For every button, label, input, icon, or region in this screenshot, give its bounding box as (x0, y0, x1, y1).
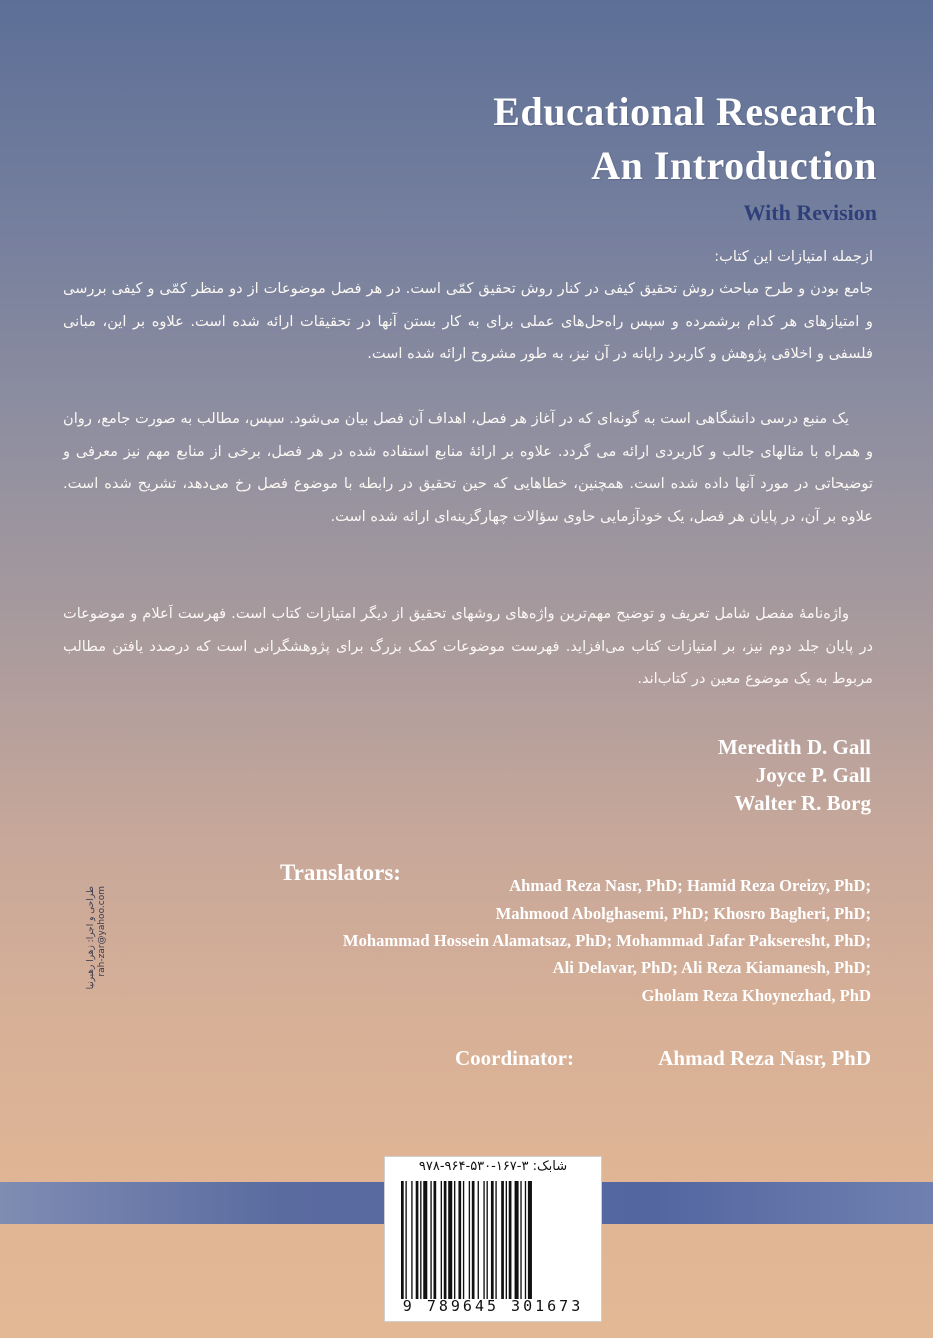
book-title-line1: Educational Research (493, 89, 877, 134)
designer-email: rah-zar@yahoo.com (97, 886, 107, 977)
isbn-barcode-box (384, 1156, 602, 1322)
translator-line: Ahmad Reza Nasr, PhD; Hamid Reza Oreizy, PhD; (509, 876, 871, 895)
designer-credit (86, 886, 126, 1016)
persian-paragraph-3: واژه‌نامهٔ مفصل شامل تعریف و توضیح مهم‌ترین واژه‌های روشهای تحقیق از دیگر امتیازات کتاب است. فهرست اَعلام و موضوعات در پایان جلد دوم نیز، بر امتیازات کتاب می‌افزاید. فهرست موضوعات کمک بزرگ برای پژوهشگرانی است که درصدد یافتن مطالب مربوط به یک موضوع معین در کتاب‌اند. (63, 605, 873, 687)
translator-line: Mohammad Hossein Alamatsaz, PhD; Mohammad Jafar Pakseresht, PhD; (342, 931, 871, 950)
translators-label: Translators: (280, 860, 401, 885)
translator-line: Mahmood Abolghasemi, PhD; Khosro Bagheri, PhD; (495, 904, 871, 923)
book-title-line2: An Introduction (591, 143, 877, 188)
persian-paragraph-2: یک منبع درسی دانشگاهی است به گونه‌ای که در آغاز هر فصل، اهداف آن فصل بیان می‌شود. سپس، مطالب به صورت جامع، روان و همراه با مثالهای جالب و کاربردی ارائه می گردد. علاوه بر ارائهٔ منابع استفاده شده در هر فصل، برخی از منابع مهم نیز معرفی و توضیحاتی در مورد آنها داده شده است. همچنین، خطاهایی که حین تحقیق در رابطه با موضوع فصل رخ می‌دهد، تشریح شده است. علاوه بر آن، در پایان هر فصل، یک خودآزمایی حاوی سؤالات چهارگزینه‌ای ارائه شده است. (63, 410, 873, 525)
translator-line: Ali Delavar, PhD; Ali Reza Kiamanesh, PhD; (552, 958, 871, 977)
barcode-digits: 9 789645 301673 (402, 1297, 584, 1315)
designer-name: طراحی و اجرا: زهرا رهبرنیا (86, 886, 96, 990)
author-2: Joyce P. Gall (755, 763, 871, 787)
barcode-icon (399, 1181, 587, 1299)
author-3: Walter R. Borg (734, 791, 871, 815)
author-1: Meredith D. Gall (717, 735, 871, 759)
persian-paragraph-1: جامع بودن و طرح مباحث روش تحقیق کیفی در کنار روش تحقیق کمّی است. در هر فصل موضوعات از دو منظر کمّی و کیفی بررسی و امتیازهای هر کدام برشمرده و سپس راه‌حل‌های عملی برای به کار بستن آنها در تحقیقات ارائه شده است. علاوه بر این، مبانی فلسفی و اخلاقی پژوهش و کاربرد رایانه در آن نیز، به طور مشروح ارائه شده است. (63, 280, 873, 362)
persian-intro: ازجمله امتیازات این کتاب: (714, 248, 873, 265)
isbn-number: شابک: ۳-۱۶۷-۵۳۰-۹۶۴-۹۷۸ (418, 1159, 568, 1174)
coordinator-name: Ahmad Reza Nasr, PhD (658, 1046, 871, 1070)
translator-line: Gholam Reza Khoynezhad, PhD (641, 986, 871, 1005)
coordinator-label: Coordinator: (455, 1046, 574, 1070)
revision-subtitle: With Revision (743, 200, 877, 225)
